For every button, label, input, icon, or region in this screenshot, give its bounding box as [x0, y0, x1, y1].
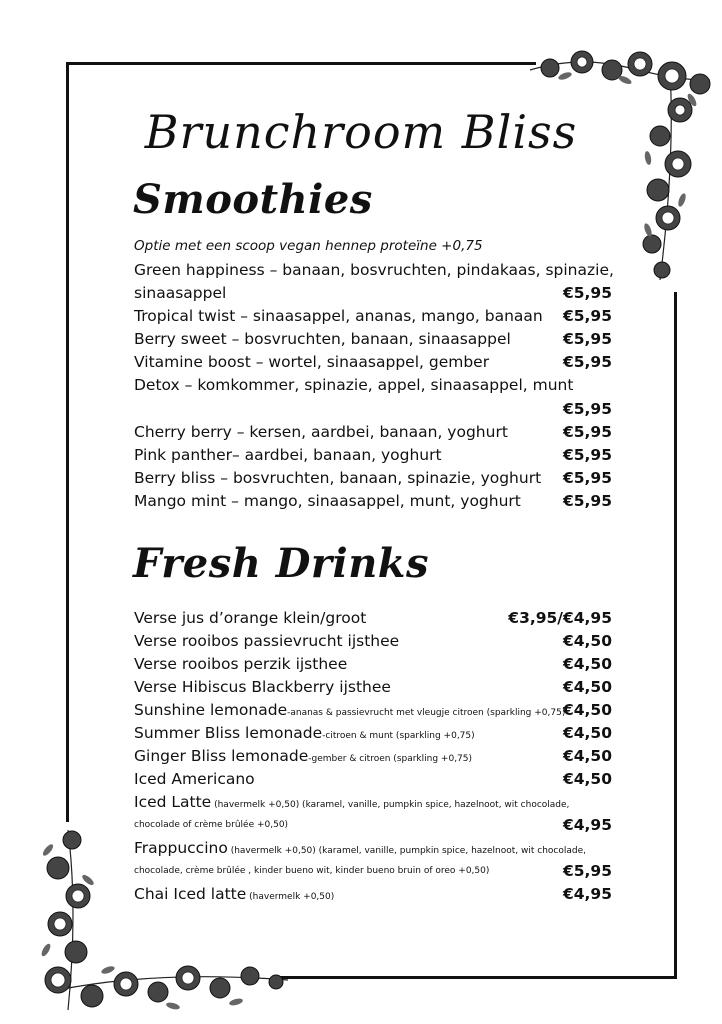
item-detail-continued: chocolade, crème brûlée , kinder bueno wit, kinder bueno bruin of oreo +0,50) — [134, 866, 490, 876]
item-name: Mango mint – mango, sinaasappel, munt, yoghurt — [134, 492, 521, 510]
frame-bottom-line — [280, 976, 677, 979]
item-price: €5,95 — [562, 469, 612, 487]
menu-item — [134, 398, 612, 421]
menu-item — [134, 374, 612, 397]
item-name: Detox – komkommer, spinazie, appel, sinaasappel, munt — [134, 376, 574, 394]
item-name-main: Frappuccino — [134, 839, 228, 857]
item-name: Iced Americano — [134, 770, 255, 788]
item-price: €5,95 — [562, 353, 612, 371]
menu-item — [134, 883, 612, 906]
item-name-continued: sinaasappel — [134, 284, 227, 302]
item-price: €4,50 — [562, 770, 612, 788]
item-detail: -citroen & munt (sparkling +0,75) — [322, 731, 475, 741]
menu-item — [134, 282, 612, 305]
item-price: €4,50 — [562, 724, 612, 742]
item-price: €3,95/€4,95 — [508, 609, 612, 627]
item-name-main: Iced Latte — [134, 793, 212, 811]
menu-item — [134, 305, 612, 328]
item-price: €4,50 — [562, 655, 612, 673]
item-price: €4,95 — [562, 816, 612, 834]
item-name: Verse Hibiscus Blackberry ijsthee — [134, 678, 391, 696]
frame-right-line — [674, 292, 677, 978]
section-title-fresh-drinks: Fresh Drinks — [133, 540, 430, 587]
item-detail: (havermelk +0,50) (karamel, vanille, pumpkin spice, hazelnoot, wit chocolade, — [227, 846, 587, 856]
item-price: €5,95 — [562, 284, 612, 302]
item-detail: -ananas & passievrucht met vleugje citroen (sparkling +0,75) — [287, 708, 566, 718]
item-name: Verse jus d’orange klein/groot — [134, 609, 367, 627]
menu-item — [134, 607, 612, 630]
item-price: €5,95 — [562, 492, 612, 510]
menu-item — [134, 676, 612, 699]
item-name: Berry bliss – bosvruchten, banaan, spinazie, yoghurt — [134, 469, 542, 487]
menu-item — [134, 860, 612, 883]
item-price: €5,95 — [562, 400, 612, 418]
item-name: Verse rooibos perzik ijsthee — [134, 655, 348, 673]
menu-item — [134, 837, 612, 860]
item-name: Berry sweet – bosvruchten, banaan, sinaasappel — [134, 330, 511, 348]
menu-item — [134, 421, 612, 444]
menu-item — [134, 745, 612, 768]
section-title-smoothies: Smoothies — [133, 176, 373, 223]
item-name-main: Sunshine lemonade — [134, 701, 288, 719]
smoothies-note: Optie met een scoop vegan hennep proteïne +0,75 — [134, 238, 483, 254]
item-name — [134, 883, 334, 909]
menu-item — [134, 630, 612, 653]
item-price: €5,95 — [562, 446, 612, 464]
item-name-main: Ginger Bliss lemonade — [134, 747, 309, 765]
menu-item — [134, 444, 612, 467]
item-price: €5,95 — [562, 330, 612, 348]
menu-item — [134, 351, 612, 374]
menu-item — [134, 722, 612, 745]
menu-item — [134, 699, 612, 722]
item-price: €4,95 — [562, 885, 612, 903]
item-price: €4,50 — [562, 747, 612, 765]
item-price: €5,95 — [562, 862, 612, 880]
item-name: Cherry berry – kersen, aardbei, banaan, yoghurt — [134, 423, 508, 441]
item-detail: (havermelk +0,50) — [246, 892, 335, 902]
item-price: €4,50 — [562, 678, 612, 696]
menu-item — [134, 490, 612, 513]
item-name: Pink panther– aardbei, banaan, yoghurt — [134, 446, 442, 464]
item-price: €5,95 — [562, 423, 612, 441]
menu-item — [134, 814, 612, 837]
frame-left-line — [66, 62, 69, 822]
item-detail-continued: chocolade of crème brûlée +0,50) — [134, 820, 289, 830]
menu-item — [134, 259, 612, 282]
item-price: €4,50 — [562, 632, 612, 650]
menu-item — [134, 768, 612, 791]
item-name-main: Summer Bliss lemonade — [134, 724, 323, 742]
item-detail: -gember & citroen (sparkling +0,75) — [308, 754, 473, 764]
item-name: Green happiness – banaan, bosvruchten, pindakaas, spinazie, — [134, 261, 614, 279]
frame-top-line — [66, 62, 536, 65]
menu-item — [134, 467, 612, 490]
menu-item — [134, 653, 612, 676]
item-detail: (havermelk +0,50) (karamel, vanille, pumpkin spice, hazelnoot, wit chocolade, — [211, 800, 570, 810]
brand-title: Brunchroom Bliss — [144, 105, 578, 159]
menu-item — [134, 328, 612, 351]
item-price: €4,50 — [562, 701, 612, 719]
floral-corner-top-right — [520, 40, 720, 290]
item-name: Tropical twist – sinaasappel, ananas, mango, banaan — [134, 307, 543, 325]
item-price: €5,95 — [562, 307, 612, 325]
menu-item — [134, 791, 612, 814]
item-name-main: Chai Iced latte — [134, 885, 247, 903]
item-name: Verse rooibos passievrucht ijsthee — [134, 632, 400, 650]
item-name: Vitamine boost – wortel, sinaasappel, gember — [134, 353, 490, 371]
